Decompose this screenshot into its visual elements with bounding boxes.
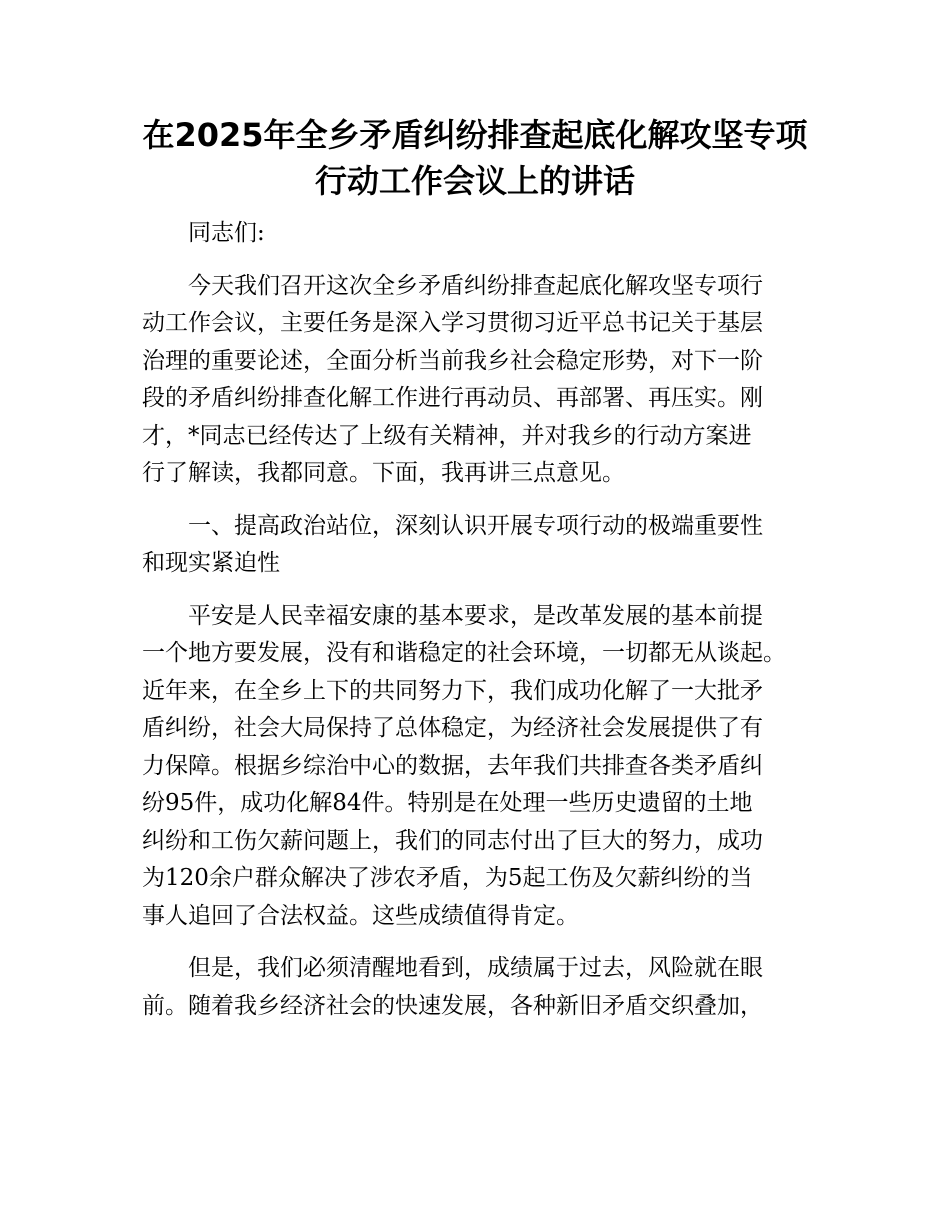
title-line: 在2025年全乡矛盾纠纷排查起底化解攻坚专项 — [142, 116, 808, 154]
text-line: 纷95件，成功化解84件。特别是在处理一些历史遗留的土地 — [142, 790, 753, 816]
text-line: 盾纠纷，社会大局保持了总体稳定，为经济社会发展提供了有 — [142, 715, 763, 741]
text-line: 近年来，在全乡上下的共同努力下，我们成功化解了一大批矛 — [142, 677, 763, 704]
section-heading — [142, 508, 832, 583]
text-line: 同志们: — [142, 220, 265, 246]
text-line: 今天我们召开这次全乡矛盾纠纷排查起底化解攻坚专项行 — [142, 272, 763, 299]
opening-paragraph — [142, 268, 832, 493]
text-line: 事人追回了合法权益。这些成绩值得肯定。 — [142, 902, 579, 929]
document-title — [110, 112, 840, 204]
text-line: 段的矛盾纠纷排查化解工作进行再动员、再部署、再压实。刚 — [142, 385, 763, 411]
text-line: 才，*同志已经传达了上级有关精神，并对我乡的行动方案进 — [142, 422, 752, 449]
text-line: 平安是人民幸福安康的基本要求，是改革发展的基本前提 — [142, 602, 763, 629]
text-line: 一、提高政治站位，深刻认识开展专项行动的极端重要性 — [142, 512, 763, 539]
text-line: 为120余户群众解决了涉农矛盾，为5起工伤及欠薪纠纷的当 — [142, 865, 753, 891]
title-line: 行动工作会议上的讲话 — [314, 162, 635, 200]
text-line: 前。随着我乡经济社会的快速发展，各种新旧矛盾交织叠加， — [142, 992, 763, 1019]
text-line: 和现实紧迫性 — [142, 550, 280, 576]
document-body — [142, 215, 832, 1040]
text-line: 一个地方要发展，没有和谐稳定的社会环境，一切都无从谈起。 — [142, 640, 786, 666]
body-paragraph — [142, 950, 832, 1025]
text-line: 但是，我们必须清醒地看到，成绩属于过去，风险就在眼 — [142, 955, 763, 981]
text-line: 行了解读，我都同意。下面，我再讲三点意见。 — [142, 460, 625, 486]
text-line: 力保障。根据乡综治中心的数据，去年我们共排查各类矛盾纠 — [142, 752, 763, 779]
text-line: 动工作会议，主要任务是深入学习贯彻习近平总书记关于基层 — [142, 310, 763, 336]
text-line: 纠纷和工伤欠薪问题上，我们的同志付出了巨大的努力，成功 — [142, 827, 763, 854]
body-paragraph — [142, 598, 832, 936]
salutation-paragraph — [142, 215, 832, 253]
text-line: 治理的重要论述，全面分析当前我乡社会稳定形势，对下一阶 — [142, 347, 763, 374]
